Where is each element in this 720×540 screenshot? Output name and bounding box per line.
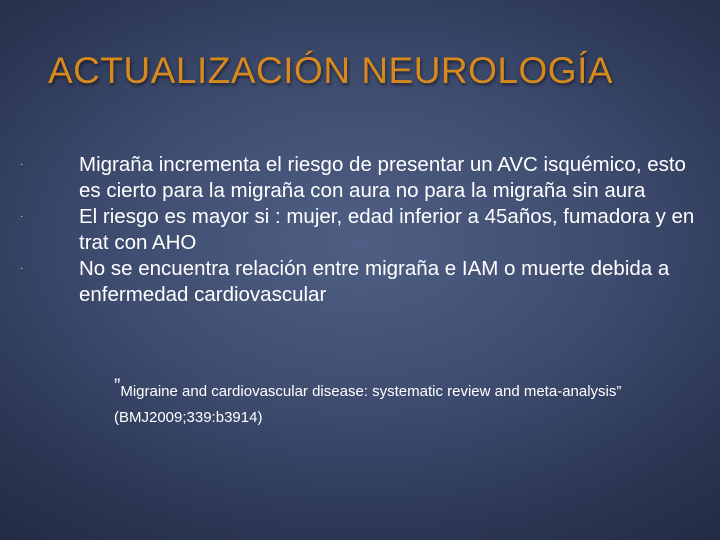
bullet-icon: · bbox=[20, 263, 24, 274]
bullet-item bbox=[0, 152, 709, 204]
bullet-text: No se encuentra relación entre migraña e IAM o muerte debida a enfermedad cardiovascular bbox=[79, 257, 670, 306]
bullet-item bbox=[0, 256, 709, 308]
bullet-text: Migraña incrementa el riesgo de presentar un AVC isquémico, esto es cierto para la migraña con aura no para la migraña sin aura bbox=[79, 153, 686, 202]
bullet-list bbox=[0, 152, 720, 308]
bullet-icon: · bbox=[20, 211, 24, 222]
bullet-item bbox=[0, 204, 709, 256]
slide-title: ACTUALIZACIÓN NEUROLOGÍA bbox=[48, 50, 614, 91]
citation-open-quote: ” bbox=[114, 376, 121, 397]
bullet-icon: · bbox=[20, 159, 24, 170]
bullet-text: El riesgo es mayor si : mujer, edad inferior a 45años, fumadora y en trat con AHO bbox=[79, 205, 695, 254]
citation-text: Migraine and cardiovascular disease: systematic review and meta-analysis” (BMJ2009;339:b3914) bbox=[114, 383, 622, 426]
citation bbox=[114, 374, 694, 431]
